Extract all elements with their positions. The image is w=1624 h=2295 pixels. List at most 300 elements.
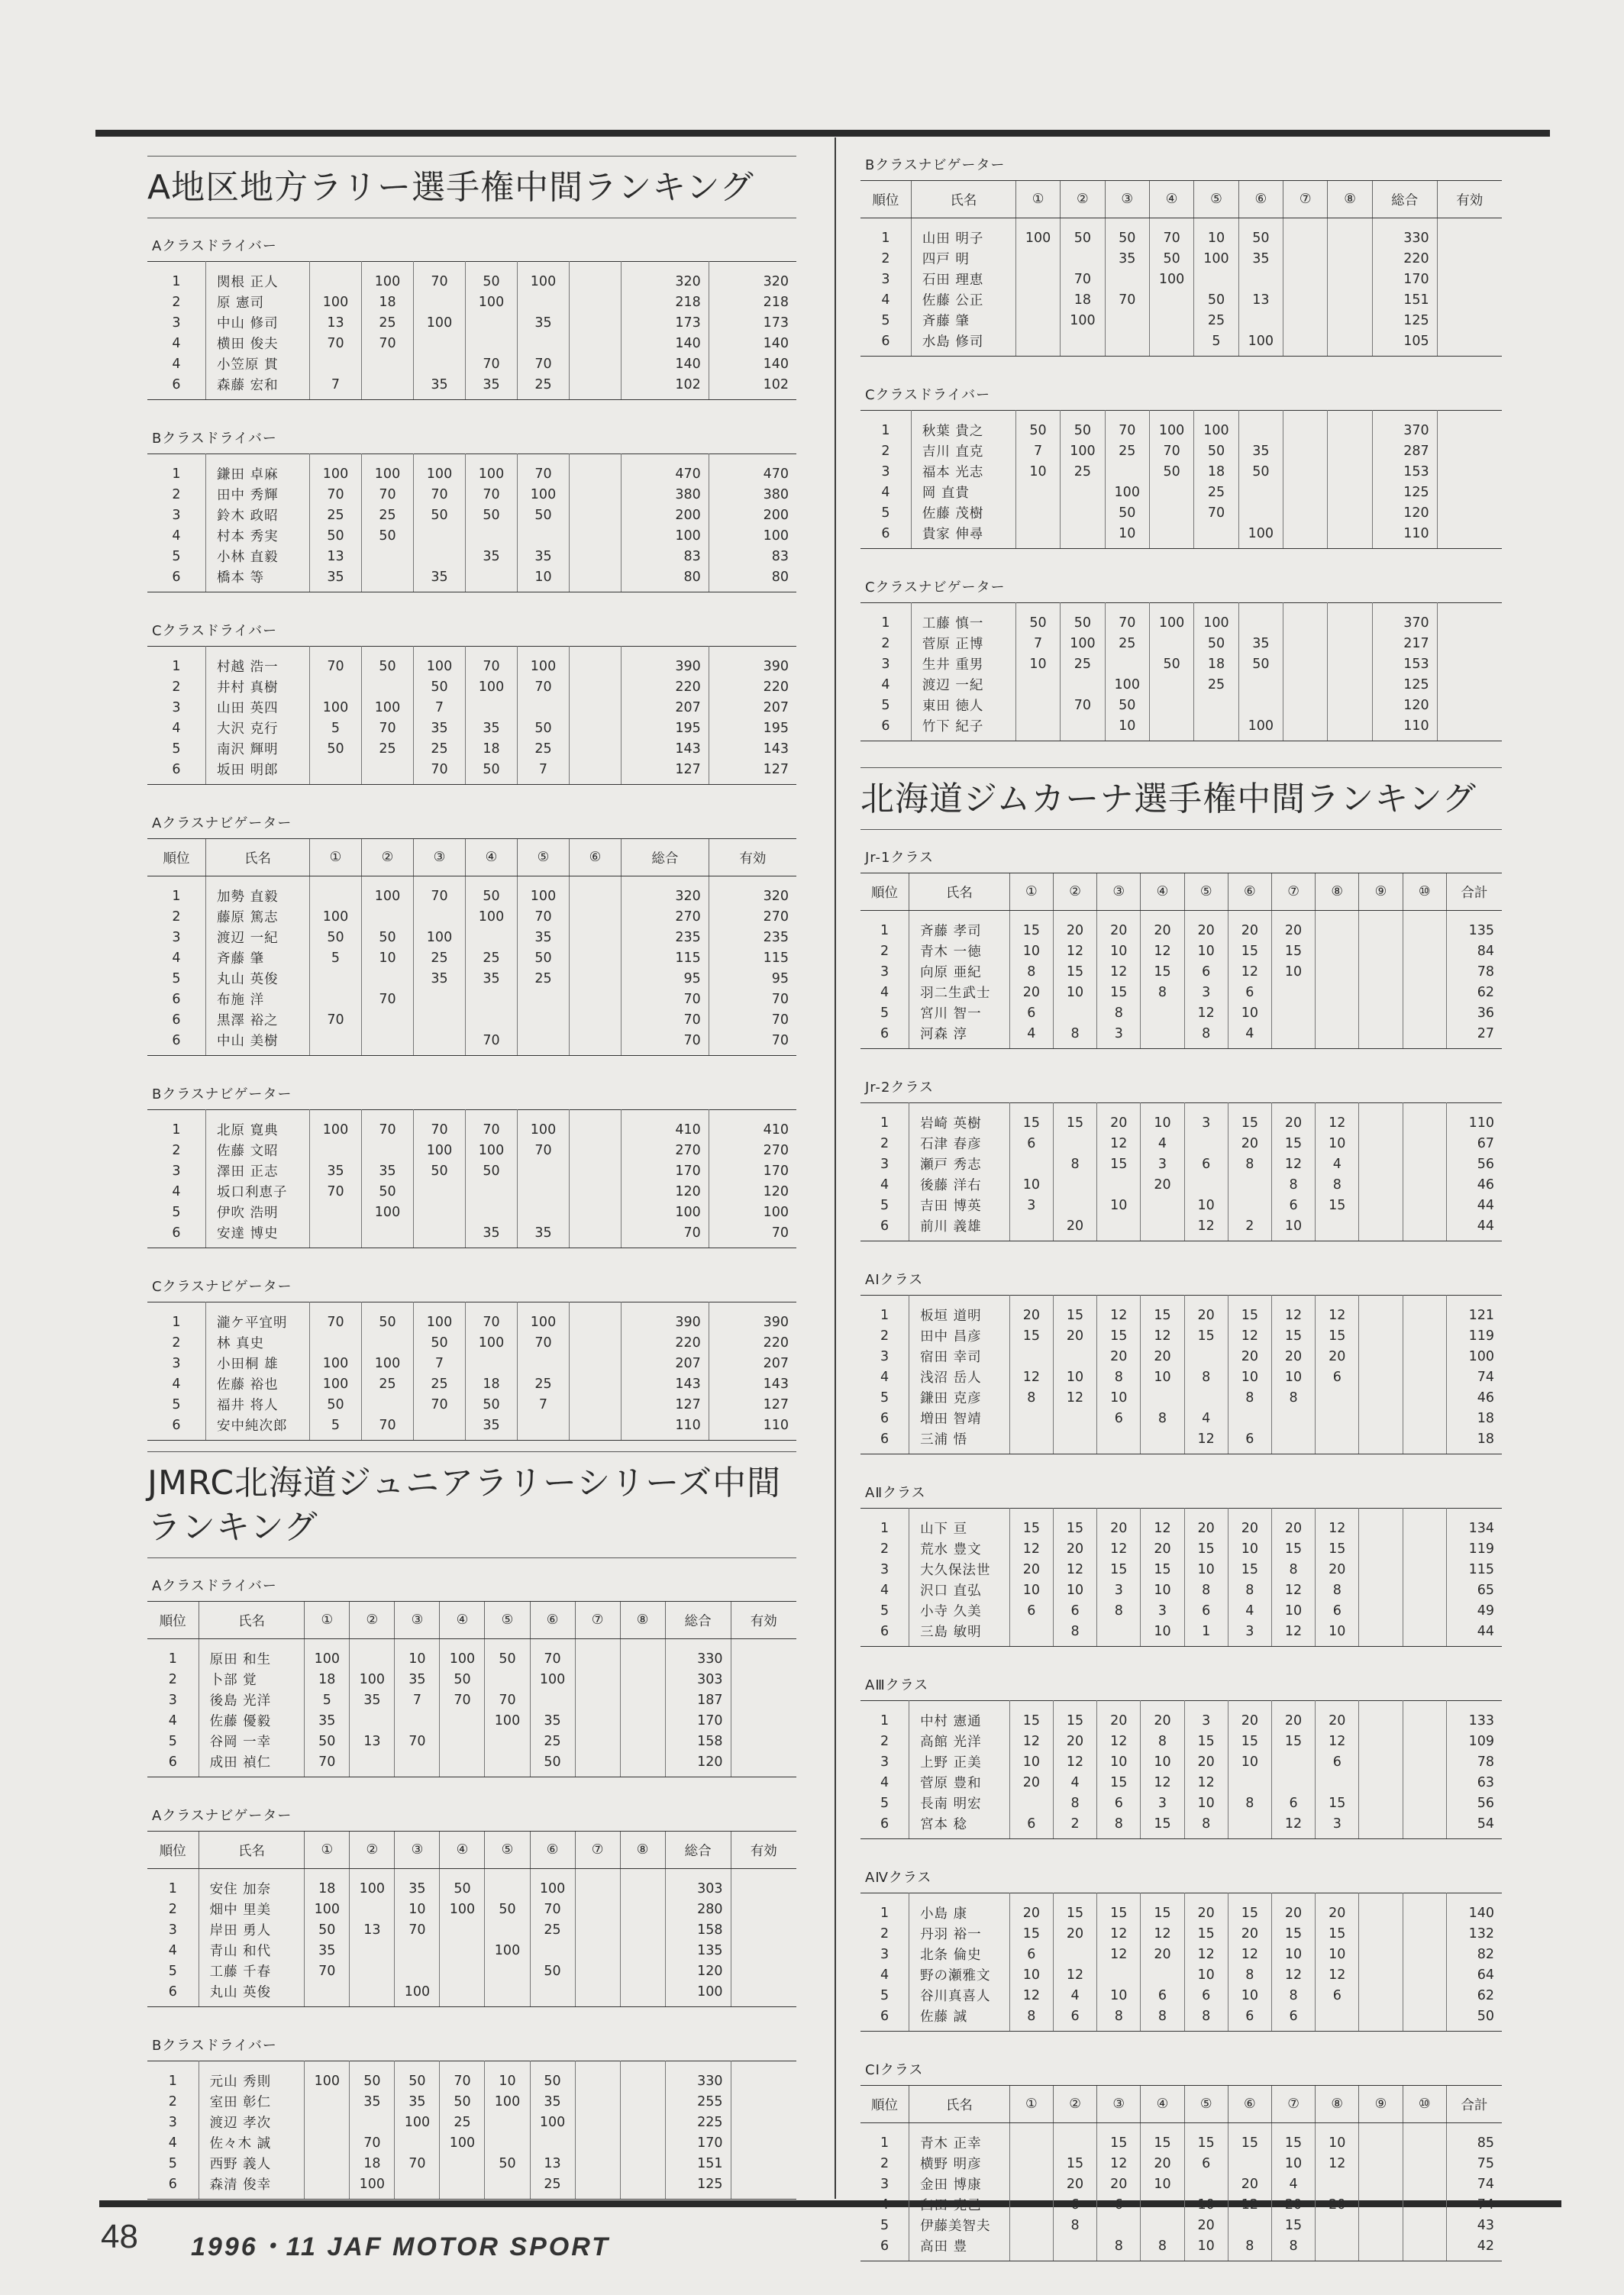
points-cell: 70 bbox=[362, 718, 414, 738]
table-row bbox=[147, 1899, 796, 1919]
points-cell bbox=[518, 525, 570, 546]
name-cell: 谷川真喜人 bbox=[909, 1985, 1010, 2006]
name-cell: 斉藤 孝司 bbox=[909, 911, 1010, 941]
name-cell: 田中 秀輝 bbox=[206, 484, 310, 505]
points-cell: 25 bbox=[1061, 461, 1105, 482]
name-cell: 岡 直貴 bbox=[911, 482, 1015, 502]
points-cell: 20 bbox=[1271, 911, 1315, 941]
points-cell bbox=[485, 1961, 530, 1981]
points-cell: 135 bbox=[1446, 911, 1502, 941]
points-cell: 105 bbox=[1372, 331, 1437, 357]
points-cell: 15 bbox=[1009, 1701, 1053, 1732]
points-cell: 50 bbox=[1194, 289, 1238, 310]
points-cell: 10 bbox=[1141, 2174, 1184, 2194]
points-cell: 25 bbox=[466, 947, 518, 968]
rank-cell: 3 bbox=[881, 656, 890, 672]
name-cell: 石津 春彦 bbox=[909, 1133, 1010, 1154]
points-cell: 4 bbox=[1228, 1600, 1271, 1621]
name-cell: 佐藤 裕也 bbox=[206, 1373, 310, 1394]
name-cell: 生井 重男 bbox=[911, 654, 1015, 674]
points-cell bbox=[620, 2061, 665, 2092]
points-cell: 25 bbox=[1194, 482, 1238, 502]
points-cell: 50 bbox=[305, 1919, 350, 1940]
points-cell: 50 bbox=[485, 1639, 530, 1670]
points-cell bbox=[1228, 2153, 1271, 2174]
points-cell: 20 bbox=[1141, 1538, 1184, 1559]
points-cell: 35 bbox=[518, 546, 570, 566]
rank-cell: 1 bbox=[880, 1712, 889, 1729]
points-cell: 20 bbox=[1228, 1701, 1271, 1732]
points-cell bbox=[1009, 2123, 1053, 2154]
name-cell: 岩崎 英樹 bbox=[909, 1103, 1010, 1134]
points-cell: 5 bbox=[310, 718, 362, 738]
name-cell: 菅原 正博 bbox=[911, 633, 1015, 654]
jmrc-tables bbox=[147, 1558, 796, 2200]
points-cell: 70 bbox=[1105, 411, 1149, 441]
points-cell: 70 bbox=[310, 1181, 362, 1202]
points-cell: 100 bbox=[1149, 269, 1193, 289]
points-cell bbox=[1141, 2215, 1184, 2235]
points-cell: 255 bbox=[665, 2091, 731, 2112]
table-row bbox=[147, 1030, 796, 1056]
points-cell bbox=[575, 1919, 620, 1940]
points-cell: 15 bbox=[1097, 1154, 1141, 1174]
points-cell: 10 bbox=[1228, 1002, 1271, 1023]
points-cell: 25 bbox=[310, 505, 362, 525]
points-cell: 50 bbox=[310, 525, 362, 546]
rank-cell: 5 bbox=[172, 970, 181, 986]
points-cell bbox=[1437, 603, 1502, 634]
column-header: 氏名 bbox=[911, 181, 1015, 218]
points-cell: 218 bbox=[622, 292, 709, 312]
points-cell bbox=[731, 2061, 796, 2092]
points-cell: 12 bbox=[1271, 1964, 1315, 1985]
points-cell: 110 bbox=[1372, 715, 1437, 741]
table-row bbox=[860, 1367, 1502, 1387]
points-cell: 4 bbox=[1271, 2174, 1315, 2194]
table-row bbox=[147, 1639, 796, 1670]
points-cell bbox=[570, 505, 622, 525]
name-cell: 渡辺 一紀 bbox=[911, 674, 1015, 695]
points-cell bbox=[1316, 1428, 1359, 1454]
rank-cell: 1 bbox=[880, 1520, 889, 1536]
column-header: ④ bbox=[440, 1602, 485, 1639]
points-cell bbox=[1403, 961, 1446, 982]
points-cell: 50 bbox=[466, 876, 518, 907]
points-cell: 200 bbox=[709, 505, 796, 525]
points-cell bbox=[466, 697, 518, 718]
column-header: ④ bbox=[440, 1832, 485, 1869]
points-cell: 132 bbox=[1446, 1923, 1502, 1944]
points-cell: 20 bbox=[1141, 911, 1184, 941]
points-cell: 7 bbox=[1015, 633, 1060, 654]
points-cell bbox=[485, 2112, 530, 2132]
points-cell bbox=[1359, 1600, 1403, 1621]
points-cell: 15 bbox=[1316, 1325, 1359, 1346]
points-cell: 25 bbox=[1061, 654, 1105, 674]
points-cell bbox=[1228, 1174, 1271, 1195]
points-cell: 6 bbox=[1009, 1002, 1053, 1023]
rank-cell: 1 bbox=[880, 1307, 889, 1323]
points-cell: 20 bbox=[1097, 1701, 1141, 1732]
points-cell: 15 bbox=[1228, 1893, 1271, 1924]
points-cell bbox=[1359, 1813, 1403, 1839]
points-cell bbox=[1015, 310, 1060, 331]
column-header: ⑥ bbox=[530, 1832, 575, 1869]
points-cell bbox=[485, 1751, 530, 1777]
points-cell: 70 bbox=[466, 647, 518, 677]
points-cell bbox=[1149, 310, 1193, 331]
points-cell: 25 bbox=[414, 1373, 466, 1394]
points-cell: 20 bbox=[1271, 1103, 1315, 1134]
rank-cell: 4 bbox=[172, 335, 181, 351]
points-cell bbox=[1359, 1621, 1403, 1647]
points-cell: 70 bbox=[1194, 502, 1238, 523]
points-cell: 100 bbox=[310, 1373, 362, 1394]
points-cell: 10 bbox=[1228, 1985, 1271, 2006]
points-cell bbox=[1316, 1772, 1359, 1793]
points-cell: 100 bbox=[709, 525, 796, 546]
points-cell bbox=[570, 876, 622, 907]
points-cell bbox=[1283, 248, 1328, 269]
table-row bbox=[860, 1133, 1502, 1154]
points-cell: 125 bbox=[665, 2174, 731, 2200]
points-cell: 195 bbox=[709, 718, 796, 738]
points-cell: 70 bbox=[362, 484, 414, 505]
points-cell bbox=[1359, 1538, 1403, 1559]
rank-cell: 1 bbox=[881, 615, 890, 631]
points-cell: 70 bbox=[414, 262, 466, 292]
points-cell bbox=[575, 1961, 620, 1981]
points-cell: 100 bbox=[395, 2112, 440, 2132]
column-header: 有効 bbox=[731, 1602, 796, 1639]
name-cell: 高館 光洋 bbox=[909, 1731, 1010, 1751]
name-cell: 伊吹 浩明 bbox=[206, 1202, 310, 1222]
points-cell: 207 bbox=[622, 1353, 709, 1373]
column-header: ⑦ bbox=[575, 1832, 620, 1869]
name-cell: 山下 亘 bbox=[909, 1509, 1010, 1539]
table-row bbox=[147, 968, 796, 989]
points-cell: 140 bbox=[622, 333, 709, 353]
points-cell: 10 bbox=[1009, 1174, 1053, 1195]
points-cell: 100 bbox=[310, 1110, 362, 1141]
points-cell: 15 bbox=[1097, 982, 1141, 1002]
points-cell: 10 bbox=[1015, 654, 1060, 674]
points-cell: 70 bbox=[709, 1009, 796, 1030]
name-cell: 室田 彰仁 bbox=[199, 2091, 305, 2112]
points-cell: 50 bbox=[1238, 218, 1283, 249]
points-cell: 70 bbox=[1105, 289, 1149, 310]
column-header: ⑧ bbox=[1316, 2086, 1359, 2123]
points-cell: 100 bbox=[1015, 218, 1060, 249]
points-cell: 7 bbox=[518, 759, 570, 785]
points-cell: 170 bbox=[1372, 269, 1437, 289]
points-cell bbox=[1359, 1751, 1403, 1772]
name-cell: 佐藤 茂樹 bbox=[911, 502, 1015, 523]
points-cell bbox=[1316, 2215, 1359, 2235]
points-cell: 8 bbox=[1271, 1985, 1315, 2006]
points-cell: 44 bbox=[1446, 1621, 1502, 1647]
rank-cell: 5 bbox=[168, 1733, 177, 1749]
points-cell bbox=[1403, 911, 1446, 941]
points-cell: 15 bbox=[1097, 1559, 1141, 1580]
points-cell bbox=[485, 1731, 530, 1751]
points-cell: 4 bbox=[1228, 1023, 1271, 1049]
points-cell: 100 bbox=[305, 1639, 350, 1670]
points-cell: 74 bbox=[1446, 1367, 1502, 1387]
points-cell: 20 bbox=[1053, 1923, 1096, 1944]
table-row bbox=[860, 911, 1502, 941]
points-cell: 20 bbox=[1228, 1509, 1271, 1539]
points-cell: 280 bbox=[665, 1899, 731, 1919]
points-cell: 35 bbox=[414, 566, 466, 592]
points-cell: 15 bbox=[1053, 1701, 1096, 1732]
points-cell: 50 bbox=[414, 1332, 466, 1353]
page-number: 48 bbox=[101, 2218, 138, 2255]
ranking-table bbox=[147, 1601, 796, 1777]
points-cell: 35 bbox=[395, 1669, 440, 1690]
points-cell bbox=[1328, 248, 1372, 269]
table-row bbox=[147, 947, 796, 968]
table-row bbox=[860, 289, 1502, 310]
table-row bbox=[147, 1353, 796, 1373]
points-cell: 25 bbox=[518, 968, 570, 989]
points-cell: 6 bbox=[1316, 1367, 1359, 1387]
points-cell: 6 bbox=[1316, 1985, 1359, 2006]
points-cell: 20 bbox=[1009, 1559, 1053, 1580]
points-cell bbox=[310, 676, 362, 697]
points-cell: 50 bbox=[1015, 603, 1060, 634]
points-cell: 100 bbox=[310, 1353, 362, 1373]
column-header: 順位 bbox=[147, 1832, 199, 1869]
name-cell: 北条 倫史 bbox=[909, 1944, 1010, 1964]
points-cell bbox=[1403, 1893, 1446, 1924]
points-cell: 320 bbox=[709, 262, 796, 292]
points-cell: 8 bbox=[1228, 2235, 1271, 2261]
points-cell: 8 bbox=[1271, 1174, 1315, 1195]
name-cell: 秋葉 貴之 bbox=[911, 411, 1015, 441]
column-header: ⑩ bbox=[1403, 873, 1446, 911]
points-cell: 35 bbox=[530, 2091, 575, 2112]
rank-cell: 3 bbox=[172, 699, 181, 715]
points-cell bbox=[1097, 1428, 1141, 1454]
points-cell bbox=[518, 1181, 570, 1202]
table-row bbox=[147, 1919, 796, 1940]
points-cell: 270 bbox=[709, 1140, 796, 1160]
points-cell bbox=[414, 546, 466, 566]
points-cell: 80 bbox=[709, 566, 796, 592]
points-cell: 15 bbox=[1053, 961, 1096, 982]
points-cell bbox=[570, 353, 622, 374]
points-cell bbox=[1194, 695, 1238, 715]
points-cell bbox=[466, 927, 518, 947]
points-cell: 15 bbox=[1009, 1509, 1053, 1539]
points-cell bbox=[305, 2153, 350, 2174]
points-cell: 10 bbox=[1053, 1580, 1096, 1600]
points-cell: 50 bbox=[350, 2061, 395, 2092]
right-column bbox=[860, 137, 1502, 2272]
class-label: AⅢクラス bbox=[865, 1677, 929, 1693]
points-cell bbox=[1238, 482, 1283, 502]
name-cell: 水島 修司 bbox=[911, 331, 1015, 357]
points-cell: 35 bbox=[310, 566, 362, 592]
table-row bbox=[860, 1215, 1502, 1241]
points-cell bbox=[1359, 1509, 1403, 1539]
table-row bbox=[860, 1559, 1502, 1580]
points-cell: 70 bbox=[414, 484, 466, 505]
points-cell bbox=[466, 1202, 518, 1222]
points-cell: 70 bbox=[709, 989, 796, 1009]
points-cell: 35 bbox=[1238, 633, 1283, 654]
class-label: Jr-2クラス bbox=[865, 1080, 934, 1096]
points-cell bbox=[731, 1919, 796, 1940]
points-cell: 70 bbox=[466, 353, 518, 374]
points-cell bbox=[1403, 1195, 1446, 1215]
points-cell: 50 bbox=[395, 2061, 440, 2092]
points-cell bbox=[1328, 269, 1372, 289]
column-header: 有効 bbox=[709, 839, 796, 876]
rank-cell: 6 bbox=[147, 566, 206, 592]
points-cell: 100 bbox=[1061, 633, 1105, 654]
table-row bbox=[860, 1580, 1502, 1600]
points-cell: 303 bbox=[665, 1669, 731, 1690]
points-cell: 6 bbox=[1316, 1751, 1359, 1772]
table-row bbox=[860, 1509, 1502, 1539]
points-cell: 50 bbox=[485, 1899, 530, 1919]
name-cell: 布施 洋 bbox=[206, 989, 310, 1009]
column-header: ⑤ bbox=[1194, 181, 1238, 218]
points-cell: 10 bbox=[1141, 1621, 1184, 1647]
rank-cell: 6 bbox=[172, 991, 181, 1007]
points-cell bbox=[305, 2091, 350, 2112]
table-row bbox=[147, 353, 796, 374]
points-cell bbox=[1316, 2235, 1359, 2261]
points-cell: 100 bbox=[1149, 411, 1193, 441]
points-cell: 70 bbox=[622, 1030, 709, 1056]
points-cell: 50 bbox=[414, 505, 466, 525]
points-cell bbox=[530, 1981, 575, 2007]
points-cell: 70 bbox=[530, 1639, 575, 1670]
points-cell: 15 bbox=[1271, 1133, 1315, 1154]
points-cell bbox=[1359, 1367, 1403, 1387]
points-cell bbox=[575, 1710, 620, 1731]
table-row bbox=[860, 2174, 1502, 2194]
class-label: Bクラスナビゲーター bbox=[152, 1086, 292, 1102]
points-cell: 20 bbox=[1097, 2174, 1141, 2194]
points-cell: 3 bbox=[1316, 1813, 1359, 1839]
table-row bbox=[860, 1600, 1502, 1621]
points-cell bbox=[1328, 523, 1372, 549]
points-cell bbox=[620, 1919, 665, 1940]
points-cell bbox=[731, 1899, 796, 1919]
points-cell bbox=[1141, 1428, 1184, 1454]
points-cell: 18 bbox=[466, 738, 518, 759]
table-row bbox=[147, 1394, 796, 1415]
points-cell bbox=[1359, 1964, 1403, 1985]
name-cell: 伊藤美智夫 bbox=[909, 2215, 1010, 2235]
points-cell: 6 bbox=[1053, 1600, 1096, 1621]
points-cell bbox=[1359, 2235, 1403, 2261]
points-cell bbox=[1271, 1408, 1315, 1428]
points-cell bbox=[1149, 715, 1193, 741]
points-cell bbox=[1097, 1964, 1141, 1985]
points-cell bbox=[1141, 1387, 1184, 1408]
table-row bbox=[147, 697, 796, 718]
points-cell bbox=[310, 262, 362, 292]
points-cell bbox=[305, 2174, 350, 2200]
points-cell bbox=[575, 2132, 620, 2153]
points-cell: 143 bbox=[709, 1373, 796, 1394]
points-cell bbox=[1061, 331, 1105, 357]
rank-cell: 5 bbox=[881, 697, 890, 713]
points-cell: 220 bbox=[622, 1332, 709, 1353]
rank-cell: 6 bbox=[147, 374, 206, 400]
points-cell: 15 bbox=[1141, 961, 1184, 982]
points-cell: 7 bbox=[1015, 441, 1060, 461]
points-cell: 12 bbox=[1009, 1538, 1053, 1559]
rank-cell: 3 bbox=[880, 1561, 889, 1577]
points-cell: 125 bbox=[1372, 310, 1437, 331]
name-cell: 瀧ケ平宜明 bbox=[206, 1302, 310, 1333]
points-cell: 70 bbox=[518, 906, 570, 927]
points-cell: 100 bbox=[305, 2061, 350, 2092]
name-cell: 三浦 悟 bbox=[909, 1428, 1010, 1454]
points-cell bbox=[414, 1009, 466, 1030]
points-cell bbox=[1149, 523, 1193, 549]
rank-cell: 2 bbox=[880, 1328, 889, 1344]
points-cell: 15 bbox=[1053, 1296, 1096, 1326]
rank-cell: 6 bbox=[147, 2174, 199, 2200]
points-cell: 127 bbox=[622, 759, 709, 785]
points-cell: 50 bbox=[1238, 461, 1283, 482]
points-cell: 380 bbox=[709, 484, 796, 505]
points-cell: 5 bbox=[310, 947, 362, 968]
points-cell bbox=[518, 989, 570, 1009]
points-cell: 102 bbox=[622, 374, 709, 400]
table-row bbox=[860, 2194, 1502, 2215]
name-cell: 南沢 輝明 bbox=[206, 738, 310, 759]
column-header: ④ bbox=[466, 839, 518, 876]
name-cell: 後藤 洋右 bbox=[909, 1174, 1010, 1195]
points-cell: 3 bbox=[1141, 1793, 1184, 1813]
rank-cell: 1 bbox=[880, 2135, 889, 2151]
points-cell: 10 bbox=[1184, 1559, 1228, 1580]
points-cell: 15 bbox=[1228, 2123, 1271, 2154]
points-cell: 85 bbox=[1446, 2123, 1502, 2154]
points-cell bbox=[1149, 633, 1193, 654]
rank-cell: 6 bbox=[147, 1981, 199, 2007]
points-cell bbox=[1283, 674, 1328, 695]
rank-cell: 4 bbox=[172, 1183, 181, 1199]
points-cell bbox=[310, 1222, 362, 1248]
points-cell: 8 bbox=[1228, 1793, 1271, 1813]
points-cell bbox=[575, 1690, 620, 1710]
points-cell bbox=[414, 333, 466, 353]
points-cell: 56 bbox=[1446, 1793, 1502, 1813]
table-row bbox=[860, 1985, 1502, 2006]
points-cell: 410 bbox=[622, 1110, 709, 1141]
points-cell: 35 bbox=[310, 1160, 362, 1181]
points-cell: 13 bbox=[310, 312, 362, 333]
points-cell bbox=[575, 1751, 620, 1777]
column-header: ④ bbox=[1141, 2086, 1184, 2123]
points-cell: 65 bbox=[1446, 1580, 1502, 1600]
points-cell: 10 bbox=[1184, 1964, 1228, 1985]
points-cell bbox=[1238, 269, 1283, 289]
points-cell bbox=[1009, 1346, 1053, 1367]
points-cell: 100 bbox=[440, 1899, 485, 1919]
points-cell: 70 bbox=[518, 353, 570, 374]
